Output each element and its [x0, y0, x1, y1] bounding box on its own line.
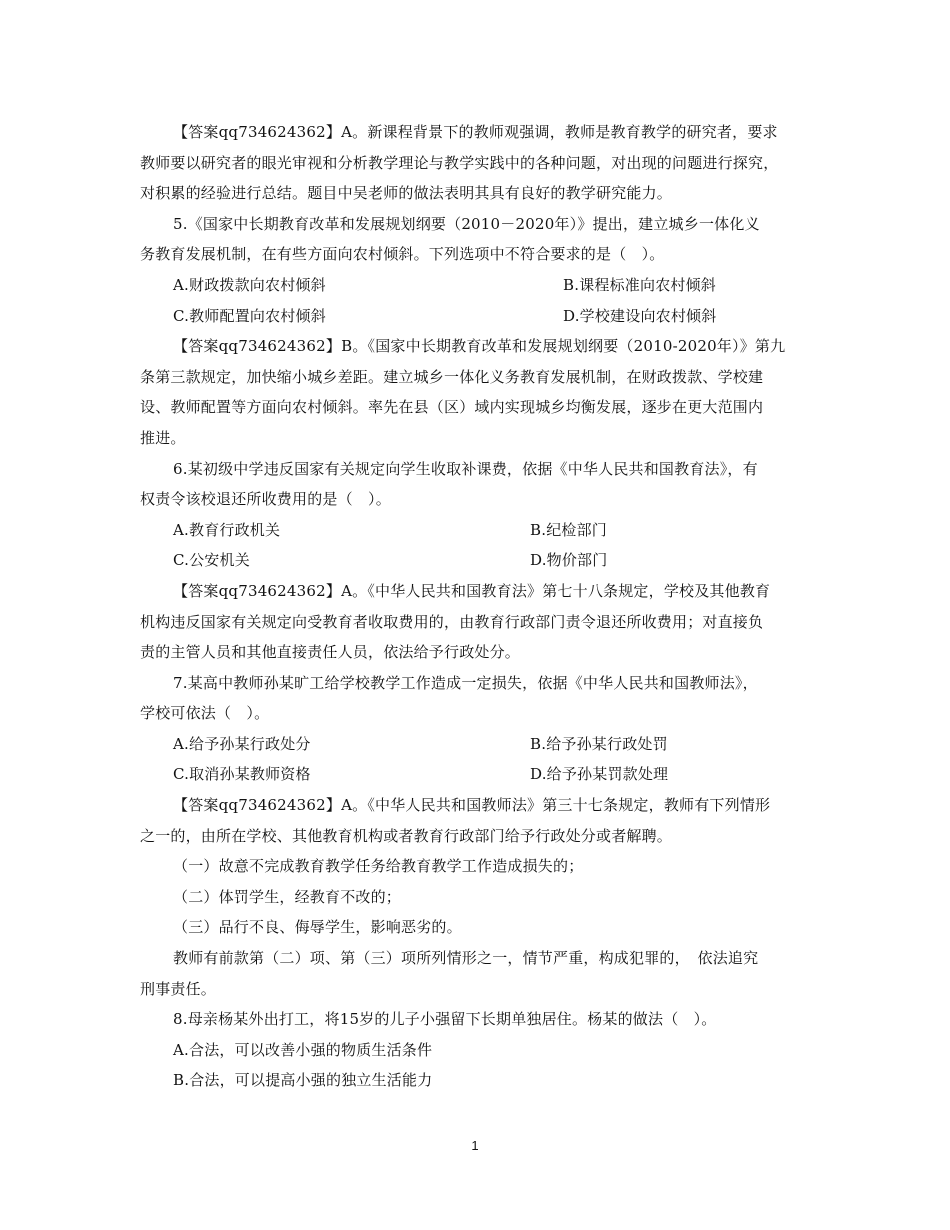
q6-stem-line-2: 权责令该校退还所收费用的是（ ）。 — [140, 490, 391, 509]
q6-option-a: A.教育行政机关 — [173, 520, 281, 539]
q5-stem-line-2: 务教育发展机制，在有些方面向农村倾斜。下列选项中不符合要求的是（ ）。 — [140, 245, 665, 264]
q6-option-b: B.纪检部门 — [530, 520, 607, 539]
q5-option-b: B.课程标准向农村倾斜 — [563, 275, 716, 294]
q5-stem-line-1: 5.《国家中长期教育改革和发展规划纲要（2010－2020年）》提出，建立城乡一体化义 — [173, 214, 760, 233]
q7-option-c: C.取消孙某教师资格 — [173, 765, 311, 784]
q7-stem-line-2: 学校可依法（ ）。 — [140, 704, 270, 723]
q5-answer-line-2: 条第三款规定，加快缩小城乡差距。建立城乡一体化义务教育发展机制，在财政拨款、学校建 — [140, 367, 764, 386]
document-body — [140, 117, 820, 1096]
q7-answer-item-3: （三）品行不良、侮辱学生，影响恶劣的。 — [173, 918, 462, 937]
q6-option-d: D.物价部门 — [530, 551, 608, 570]
q6-options-row-2 — [140, 545, 820, 576]
q4-answer-line-1: 【答案qq734624362】A。新课程背景下的教师观强调，教师是教育教学的研究者，要求 — [173, 123, 778, 141]
q7-option-b: B.给予孙某行政处罚 — [530, 734, 668, 753]
q7-option-a: A.给予孙某行政处分 — [173, 734, 311, 753]
q7-options-row-2 — [140, 759, 820, 790]
q5-answer-line-4: 推进。 — [140, 428, 186, 447]
q4-answer-line-2: 教师要以研究者的眼光审视和分析教学理论与教学实践中的各种问题，对出现的问题进行探究， — [140, 153, 779, 172]
q7-options-row-1 — [140, 729, 820, 760]
q5-option-c: C.教师配置向农村倾斜 — [173, 306, 326, 325]
q7-answer-line-2: 之一的，由所在学校、其他教育机构或者教育行政部门给予行政处分或者解聘。 — [140, 826, 673, 845]
q7-stem-line-1: 7.某高中教师孙某旷工给学校教学工作造成一定损失，依据《中华人民共和国教师法》， — [173, 673, 758, 692]
q5-answer-line-1: 【答案qq734624362】B。《国家中长期教育改革和发展规划纲要（2010-2020年）》第九 — [173, 337, 786, 356]
q6-answer-line-1: 【答案qq734624362】A。《中华人民共和国教育法》第七十八条规定，学校及其他教育 — [173, 581, 771, 600]
q6-stem-line-1: 6.某初级中学违反国家有关规定向学生收取补课费，依据《中华人民共和国教育法》，有 — [173, 459, 758, 478]
q7-answer-item-1: （一）故意不完成教育教学任务给教育教学工作造成损失的； — [173, 857, 584, 876]
q4-answer-line-3: 对积累的经验进行总结。题目中吴老师的做法表明其具有良好的教学研究能力。 — [140, 184, 673, 203]
q6-option-c: C.公安机关 — [173, 551, 250, 570]
q5-answer-line-3: 设、教师配置等方面向农村倾斜。率先在县（区）域内实现城乡均衡发展，逐步在更大范围内 — [140, 398, 764, 417]
page-number: 1 — [471, 1138, 479, 1153]
q5-option-d: D.学校建设向农村倾斜 — [563, 306, 717, 325]
q7-option-d: D.给予孙某罚款处理 — [530, 765, 669, 784]
q8-option-b: B.合法，可以提高小强的独立生活能力 — [173, 1071, 433, 1090]
q8-stem: 8.母亲杨某外出打工，将15岁的儿子小强留下长期单独居住。杨某的做法（ ）。 — [173, 1010, 717, 1029]
q8-option-a: A.合法，可以改善小强的物质生活条件 — [173, 1040, 433, 1059]
q7-answer-line-1: 【答案qq734624362】A。《中华人民共和国教师法》第三十七条规定，教师有下列情形 — [173, 796, 771, 815]
q7-answer-line-7: 刑事责任。 — [140, 979, 217, 998]
q5-options-row-1 — [140, 270, 820, 301]
q5-option-a: A.财政拨款向农村倾斜 — [173, 275, 326, 294]
q7-answer-line-6: 教师有前款第（二）项、第（三）项所列情形之一，情节严重，构成犯罪的， 依法追究 — [173, 949, 759, 968]
q6-answer-line-2: 机构违反国家有关规定向受教育者收取费用的，由教育行政部门责令退还所收费用；对直接负 — [140, 612, 764, 631]
q6-answer-line-3: 责的主管人员和其他直接责任人员，依法给予行政处分。 — [140, 643, 521, 662]
q5-options-row-2 — [140, 301, 820, 332]
q7-answer-item-2: （二）体罚学生，经教育不改的； — [173, 887, 402, 906]
q6-options-row-1 — [140, 515, 820, 546]
